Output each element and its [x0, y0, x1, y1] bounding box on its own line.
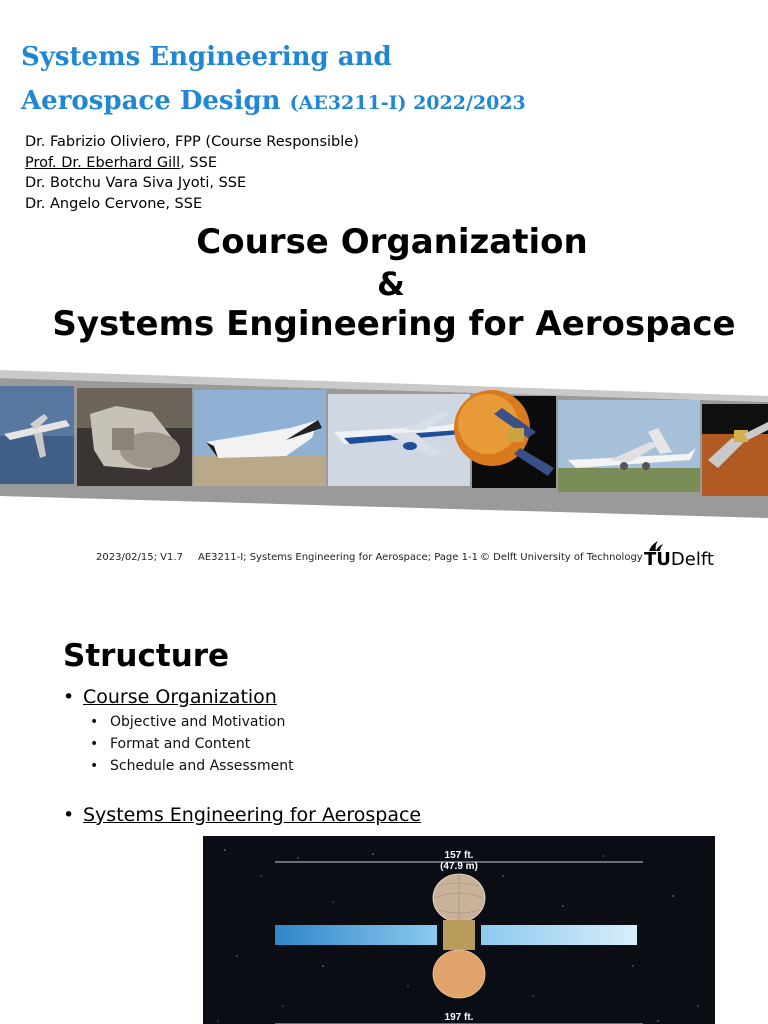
- logo-delft: Delft: [670, 549, 714, 570]
- aerospace-photo-banner: [0, 368, 768, 518]
- lecturer-list: [25, 132, 359, 214]
- structure-slide: [0, 600, 768, 1024]
- lecturer-item: [25, 194, 359, 215]
- lecturer-name: Dr. Botchu Vara Siva Jyoti: [25, 175, 210, 191]
- space-shuttle-photo: [194, 390, 326, 486]
- bullet-dot: •: [63, 686, 75, 708]
- lecturer-item[interactable]: [25, 153, 359, 174]
- structure-heading: Structure: [63, 638, 230, 674]
- bullet-link[interactable]: Course Organization: [83, 686, 277, 708]
- footer-date: 2023/02/15; V1.7: [96, 552, 183, 563]
- right-solar-array: [481, 925, 637, 945]
- tudelft-logo: [644, 540, 719, 570]
- sub-bullet: [90, 758, 294, 774]
- lecturer-affiliation: , FPP (Course Responsible): [165, 134, 359, 150]
- top-dimension-label-2: (47.9 m): [440, 861, 478, 872]
- footer-copyright: © Delft University of Technology: [480, 552, 643, 563]
- satellite-bus: [443, 920, 475, 950]
- main-title-ampersand: &: [377, 265, 405, 303]
- lecturer-name-link[interactable]: Prof. Dr. Eberhard Gill: [25, 154, 181, 171]
- airliner-photo: [328, 394, 470, 486]
- course-title-line-1: Systems Engineering and: [21, 42, 392, 72]
- bottom-dimension-label-1: 197 ft.: [444, 1012, 474, 1023]
- bullet-systems-engineering[interactable]: [63, 804, 421, 826]
- footer-course-page: AE3211-I; Systems Engineering for Aerospace; Page 1-1: [198, 552, 478, 563]
- bullet-course-organization[interactable]: [63, 686, 277, 708]
- lecturer-item: [25, 173, 359, 194]
- lecturer-affiliation: , SSE: [180, 154, 217, 171]
- sub-bullet-text: Objective and Motivation: [110, 714, 286, 730]
- drone-photo: [0, 386, 74, 484]
- main-title-line-1: Course Organization: [196, 222, 588, 262]
- bullet-dot: •: [63, 804, 75, 826]
- lecturer-name: Dr. Fabrizio Oliviero: [25, 134, 166, 150]
- lecturer-affiliation: , SSE: [209, 175, 247, 191]
- bullet-dot: •: [90, 758, 99, 774]
- mars-orbiter-photo: [702, 404, 768, 496]
- lecturer-name: Dr. Angelo Cervone: [25, 195, 166, 212]
- logo-wordmark: [644, 549, 714, 570]
- top-dimension-label-1: 157 ft.: [444, 850, 474, 861]
- lower-antenna-reflector: [433, 950, 485, 998]
- course-title-text: Aerospace Design: [21, 86, 281, 116]
- sub-bullet: [90, 736, 250, 752]
- sub-bullet: [90, 714, 285, 730]
- a380-photo: [558, 400, 700, 492]
- sub-bullet-text: Format and Content: [110, 736, 251, 752]
- sub-bullet-text: Schedule and Assessment: [110, 758, 294, 774]
- capsule-photo: [77, 388, 192, 486]
- main-title-line-2: Systems Engineering for Aerospace: [52, 304, 736, 344]
- lecturer-affiliation: , SSE: [165, 195, 203, 212]
- bullet-dot: •: [90, 714, 99, 730]
- lecturer-item: [25, 132, 359, 153]
- course-code: (AE3211-I) 2022/2023: [289, 92, 526, 114]
- bullet-dot: •: [90, 736, 99, 752]
- course-title-line-2: [21, 88, 526, 114]
- satellite-dimension-figure: [203, 836, 715, 1024]
- bullet-link[interactable]: Systems Engineering for Aerospace: [83, 804, 422, 826]
- logo-tu: TU: [644, 549, 671, 570]
